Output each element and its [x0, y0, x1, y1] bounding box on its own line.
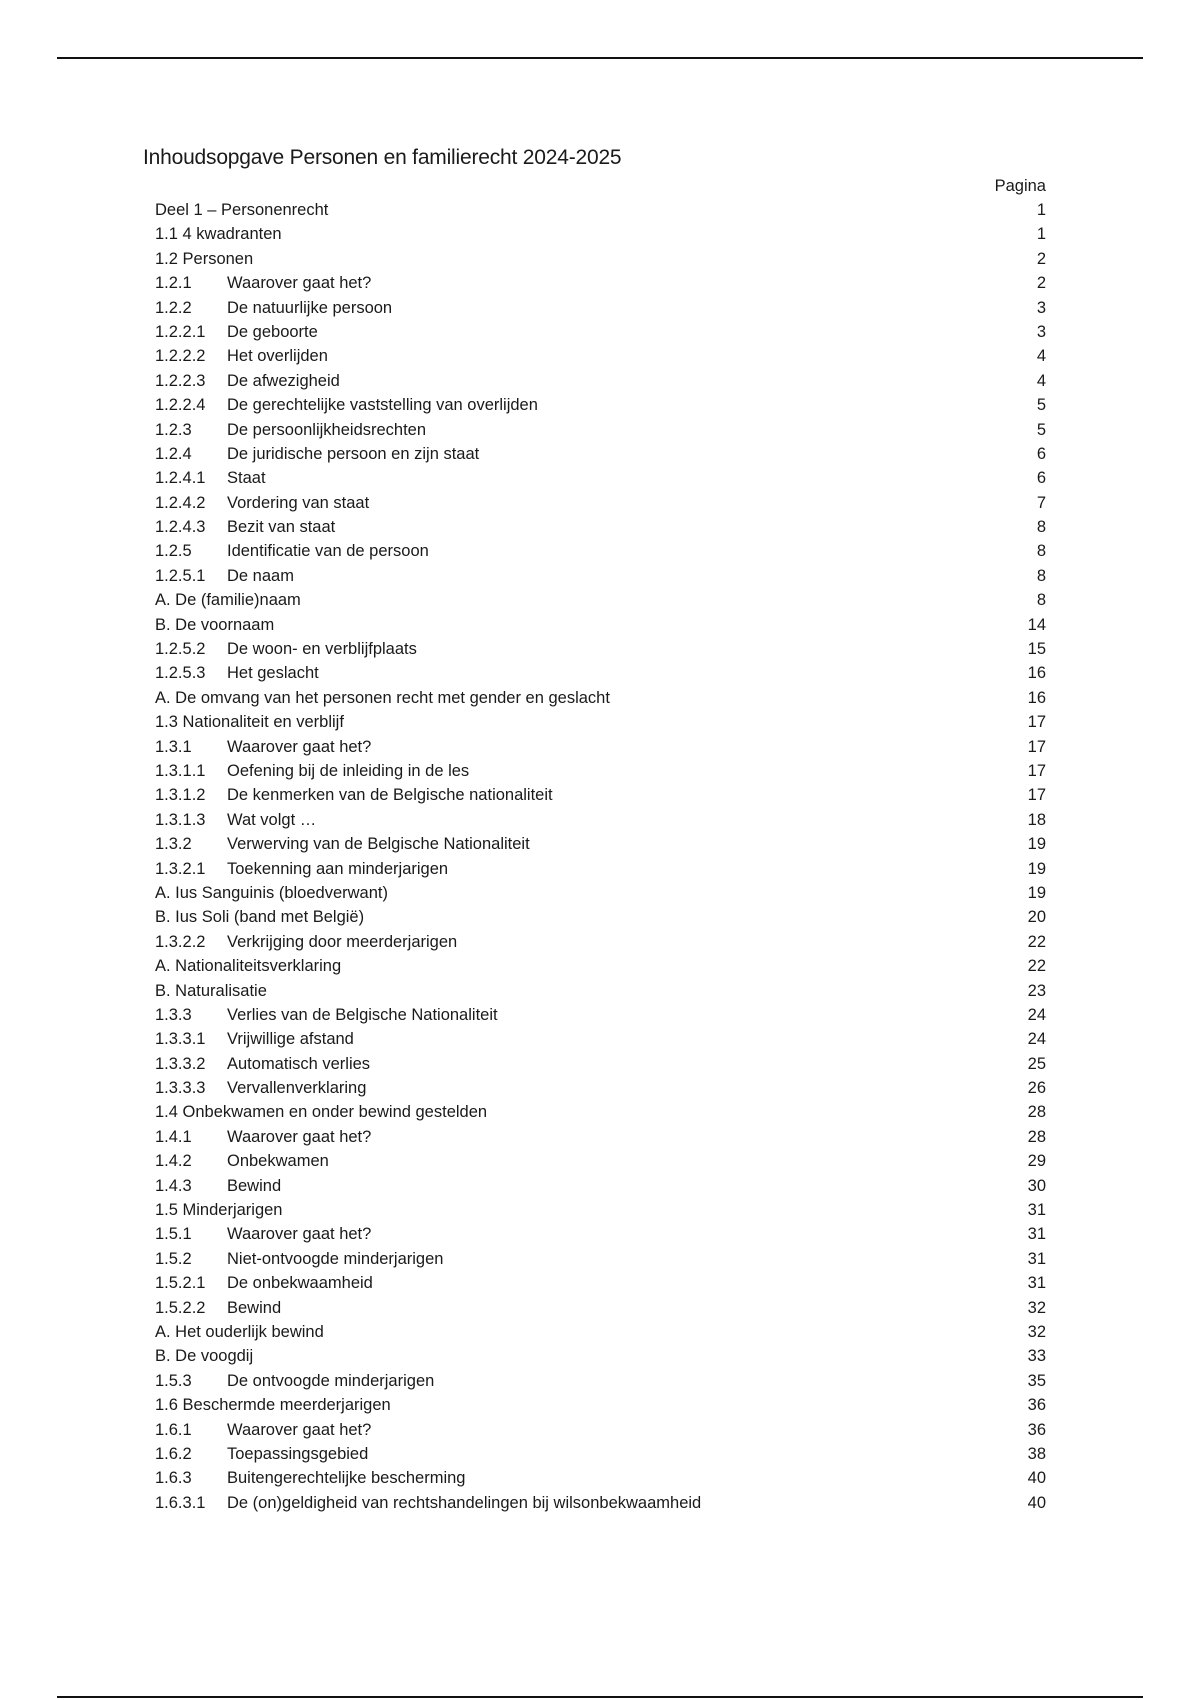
toc-entry-title: B. De voogdij — [155, 1347, 254, 1366]
toc-entry-page: 8 — [1036, 566, 1046, 585]
toc-entry[interactable] — [155, 1247, 1046, 1271]
toc-entry[interactable] — [155, 1442, 1046, 1466]
toc-entry-page: 2 — [1036, 249, 1046, 268]
toc-entry-title: De natuurlijke persoon — [227, 298, 393, 317]
toc-entry[interactable] — [155, 491, 1046, 515]
toc-entry[interactable] — [155, 930, 1046, 954]
toc-entry-title: 1.6 Beschermde meerderjarigen — [155, 1396, 391, 1415]
toc-entry[interactable] — [155, 1466, 1046, 1490]
toc-entry-title: B. De voornaam — [155, 615, 275, 634]
toc-entry-number: 1.2.2.3 — [155, 371, 206, 390]
toc-entry-title: Verlies van de Belgische Nationaliteit — [227, 1005, 498, 1024]
toc-entry[interactable] — [155, 1491, 1046, 1515]
toc-entry-page: 31 — [1027, 1225, 1046, 1244]
toc-entry[interactable] — [155, 466, 1046, 490]
toc-entry-number: 1.3.2.2 — [155, 932, 206, 951]
toc-entry-number: 1.2.4.1 — [155, 469, 206, 488]
toc-entry-number: 1.4.2 — [155, 1152, 192, 1171]
toc-entry[interactable] — [155, 515, 1046, 539]
toc-entry-page: 5 — [1036, 420, 1046, 439]
toc-entry-title: A. De omvang van het personen recht met gender en geslacht — [155, 688, 610, 707]
toc-entry-title: Bewind — [227, 1298, 282, 1317]
toc-entry-page: 31 — [1027, 1249, 1046, 1268]
toc-entry-page: 17 — [1027, 786, 1046, 805]
toc-entry-title: Buitengerechtelijke bescherming — [227, 1469, 466, 1488]
toc-entry-title: Vervallenverklaring — [227, 1079, 367, 1098]
toc-entry-number: 1.3.1.2 — [155, 786, 206, 805]
toc-entry[interactable] — [155, 1125, 1046, 1149]
toc-entry-title: 1.4 Onbekwamen en onder bewind gestelden — [155, 1103, 488, 1122]
toc-entry-title: 1.5 Minderjarigen — [155, 1201, 283, 1220]
toc-entry-title: Automatisch verlies — [227, 1054, 371, 1073]
toc-entry[interactable] — [155, 1296, 1046, 1320]
toc-entry-number: 1.2.4.2 — [155, 493, 206, 512]
toc-entry-title: Het geslacht — [227, 664, 319, 683]
toc-entry-page: 28 — [1027, 1103, 1046, 1122]
toc-entry-title: Wat volgt … — [227, 810, 317, 829]
toc-entry-page: 26 — [1027, 1079, 1046, 1098]
toc-entry-title: Waarover gaat het? — [227, 1420, 372, 1439]
toc-entry-page: 20 — [1027, 908, 1046, 927]
toc-entry[interactable] — [155, 1271, 1046, 1295]
toc-entry[interactable] — [155, 418, 1046, 442]
toc-entry-page: 36 — [1027, 1396, 1046, 1415]
toc-entry-page: 32 — [1027, 1298, 1046, 1317]
table-of-contents — [155, 198, 1046, 1515]
toc-entry-title: A. De (familie)naam — [155, 591, 301, 610]
toc-entry-title: Vordering van staat — [227, 493, 370, 512]
toc-entry[interactable] — [155, 222, 1046, 246]
toc-entry-number: 1.5.2 — [155, 1249, 192, 1268]
toc-entry-page: 3 — [1036, 322, 1046, 341]
toc-entry-title: De geboorte — [227, 322, 318, 341]
toc-entry-title: Vrijwillige afstand — [227, 1030, 354, 1049]
toc-entry[interactable] — [155, 1052, 1046, 1076]
toc-entry-number: 1.3.1.3 — [155, 810, 206, 829]
toc-entry-title: Waarover gaat het? — [227, 737, 372, 756]
toc-entry-number: 1.3.3 — [155, 1005, 192, 1024]
toc-entry-number: 1.5.2.2 — [155, 1298, 206, 1317]
toc-entry-title: Deel 1 – Personenrecht — [155, 201, 329, 219]
toc-entry-page: 16 — [1027, 688, 1046, 707]
toc-entry[interactable] — [155, 905, 1046, 929]
toc-entry-title: De afwezigheid — [227, 371, 340, 390]
toc-entry-number: 1.3.3.1 — [155, 1030, 206, 1049]
toc-entry-page: 28 — [1027, 1127, 1046, 1146]
toc-entry-page: 36 — [1027, 1420, 1046, 1439]
toc-entry-page: 32 — [1027, 1322, 1046, 1341]
toc-entry-page: 30 — [1027, 1176, 1046, 1195]
toc-entry-number: 1.2.4.3 — [155, 518, 206, 537]
toc-entry-number: 1.2.5.2 — [155, 640, 206, 659]
toc-entry-page: 4 — [1036, 371, 1046, 390]
toc-entry-page: 29 — [1027, 1152, 1046, 1171]
toc-entry[interactable] — [155, 759, 1046, 783]
toc-entry[interactable] — [155, 320, 1046, 344]
toc-entry-number: 1.3.3.3 — [155, 1079, 206, 1098]
toc-entry[interactable] — [155, 296, 1046, 320]
toc-entry-page: 23 — [1027, 981, 1046, 1000]
header-rule — [57, 57, 1143, 59]
toc-entry[interactable] — [155, 686, 1046, 710]
toc-entry[interactable] — [155, 198, 1046, 222]
toc-entry-page: 2 — [1036, 274, 1046, 293]
toc-entry-title: 1.3 Nationaliteit en verblijf — [155, 713, 344, 732]
toc-entry-title: De juridische persoon en zijn staat — [227, 444, 480, 463]
toc-entry-title: Waarover gaat het? — [227, 1127, 372, 1146]
toc-entry-page: 31 — [1027, 1274, 1046, 1293]
toc-entry-number: 1.2.5.3 — [155, 664, 206, 683]
page-column-header: Pagina — [994, 177, 1046, 195]
toc-entry[interactable] — [155, 1076, 1046, 1100]
toc-entry-title: Waarover gaat het? — [227, 1225, 372, 1244]
toc-entry[interactable] — [155, 1344, 1046, 1368]
toc-entry[interactable] — [155, 783, 1046, 807]
toc-entry-title: De naam — [227, 566, 294, 585]
toc-entry-title: De onbekwaamheid — [227, 1274, 373, 1293]
toc-entry-number: 1.2.2.2 — [155, 347, 206, 366]
toc-entry-page: 7 — [1036, 493, 1046, 512]
toc-entry[interactable] — [155, 1174, 1046, 1198]
toc-entry-title: Waarover gaat het? — [227, 274, 372, 293]
toc-entry-title: B. Ius Soli (band met België) — [155, 908, 365, 927]
footer-rule — [57, 1696, 1143, 1698]
toc-entry-page: 22 — [1027, 932, 1046, 951]
toc-entry-page: 14 — [1027, 615, 1046, 634]
toc-entry[interactable] — [155, 954, 1046, 978]
toc-entry[interactable] — [155, 881, 1046, 905]
toc-entry-page: 24 — [1027, 1030, 1046, 1049]
toc-entry[interactable] — [155, 247, 1046, 271]
toc-entry-title: Verwerving van de Belgische Nationaliteit — [227, 835, 530, 854]
toc-entry-number: 1.3.2.1 — [155, 859, 206, 878]
toc-entry-title: De persoonlijkheidsrechten — [227, 420, 427, 439]
toc-entry[interactable] — [155, 661, 1046, 685]
toc-entry-page: 5 — [1036, 396, 1046, 415]
toc-entry-title: De kenmerken van de Belgische nationaliteit — [227, 786, 553, 805]
toc-entry-page: 24 — [1027, 1005, 1046, 1024]
toc-entry-title: Verkrijging door meerderjarigen — [227, 932, 458, 951]
toc-entry-page: 15 — [1027, 640, 1046, 659]
toc-entry-page: 8 — [1036, 591, 1046, 610]
toc-entry-page: 6 — [1036, 469, 1046, 488]
toc-entry-number: 1.3.3.2 — [155, 1054, 206, 1073]
toc-entry-page: 22 — [1027, 957, 1046, 976]
toc-entry[interactable] — [155, 539, 1046, 563]
toc-entry[interactable] — [155, 979, 1046, 1003]
toc-entry[interactable] — [155, 564, 1046, 588]
toc-entry-title: Identificatie van de persoon — [227, 542, 429, 561]
toc-entry-title: Staat — [227, 469, 266, 488]
toc-entry[interactable] — [155, 1393, 1046, 1417]
toc-entry[interactable] — [155, 808, 1046, 832]
toc-entry[interactable] — [155, 1100, 1046, 1124]
toc-entry-page: 33 — [1027, 1347, 1046, 1366]
toc-entry-title: 1.1 4 kwadranten — [155, 225, 282, 244]
toc-entry-number: 1.6.1 — [155, 1420, 192, 1439]
toc-entry-page: 19 — [1027, 859, 1046, 878]
toc-entry[interactable] — [155, 832, 1046, 856]
toc-entry-page: 18 — [1027, 810, 1046, 829]
toc-entry-page: 19 — [1027, 835, 1046, 854]
toc-entry[interactable] — [155, 857, 1046, 881]
toc-entry-page: 4 — [1036, 347, 1046, 366]
toc-entry[interactable] — [155, 613, 1046, 637]
toc-entry[interactable] — [155, 271, 1046, 295]
toc-entry[interactable] — [155, 369, 1046, 393]
toc-entry[interactable] — [155, 393, 1046, 417]
toc-entry-page: 17 — [1027, 737, 1046, 756]
toc-entry-number: 1.4.3 — [155, 1176, 192, 1195]
toc-entry-title: A. Ius Sanguinis (bloedverwant) — [155, 883, 388, 902]
toc-entry[interactable] — [155, 735, 1046, 759]
toc-entry-number: 1.2.3 — [155, 420, 192, 439]
toc-entry-page: 31 — [1027, 1201, 1046, 1220]
toc-entry[interactable] — [155, 1003, 1046, 1027]
toc-entry-title: 1.2 Personen — [155, 249, 254, 268]
toc-entry-page: 25 — [1027, 1054, 1046, 1073]
toc-entry-page: 3 — [1036, 298, 1046, 317]
toc-entry-number: 1.6.3.1 — [155, 1493, 206, 1512]
toc-entry-title: De woon- en verblijfplaats — [227, 640, 417, 659]
toc-entry-title: Niet-ontvoogde minderjarigen — [227, 1249, 444, 1268]
toc-entry-page: 17 — [1027, 713, 1046, 732]
toc-entry-number: 1.2.2.1 — [155, 322, 206, 341]
toc-entry[interactable] — [155, 1198, 1046, 1222]
toc-entry-title: A. Nationaliteitsverklaring — [155, 957, 342, 976]
toc-entry-page: 1 — [1036, 225, 1046, 244]
toc-entry-page: 35 — [1027, 1371, 1046, 1390]
toc-entry-page: 19 — [1027, 883, 1046, 902]
toc-entry[interactable] — [155, 588, 1046, 612]
toc-entry-number: 1.6.3 — [155, 1469, 192, 1488]
toc-entry[interactable] — [155, 1149, 1046, 1173]
toc-entry[interactable] — [155, 1418, 1046, 1442]
toc-entry-title: Toepassingsgebied — [227, 1444, 369, 1463]
toc-entry-title: De gerechtelijke vaststelling van overlijden — [227, 396, 538, 415]
toc-entry[interactable] — [155, 1027, 1046, 1051]
toc-entry-title: A. Het ouderlijk bewind — [155, 1322, 324, 1341]
toc-entry-page: 40 — [1027, 1493, 1046, 1512]
toc-entry[interactable] — [155, 1222, 1046, 1246]
toc-entry-title: B. Naturalisatie — [155, 981, 267, 1000]
toc-entry-number: 1.3.2 — [155, 835, 192, 854]
toc-entry-number: 1.2.5 — [155, 542, 192, 561]
toc-entry-number: 1.5.3 — [155, 1371, 192, 1390]
toc-entry-title: Toekenning aan minderjarigen — [227, 859, 449, 878]
toc-entry-page: 38 — [1027, 1444, 1046, 1463]
toc-entry-number: 1.5.1 — [155, 1225, 192, 1244]
page-title: Inhoudsopgave Personen en familierecht 2024-2025 — [143, 146, 622, 169]
toc-entry-title: De ontvoogde minderjarigen — [227, 1371, 435, 1390]
toc-entry-title: Bewind — [227, 1176, 282, 1195]
toc-entry-page: 8 — [1036, 542, 1046, 561]
toc-entry-title: Het overlijden — [227, 347, 328, 366]
toc-entry-title: Oefening bij de inleiding in de les — [227, 761, 470, 780]
toc-entry[interactable] — [155, 442, 1046, 466]
toc-entry[interactable] — [155, 637, 1046, 661]
toc-entry-title: Bezit van staat — [227, 518, 336, 537]
toc-entry-number: 1.2.2.4 — [155, 396, 206, 415]
toc-entry[interactable] — [155, 344, 1046, 368]
toc-entry[interactable] — [155, 710, 1046, 734]
toc-entry-page: 16 — [1027, 664, 1046, 683]
toc-entry-page: 6 — [1036, 444, 1046, 463]
toc-entry-page: 40 — [1027, 1469, 1046, 1488]
toc-entry-number: 1.3.1.1 — [155, 761, 206, 780]
toc-entry[interactable] — [155, 1320, 1046, 1344]
toc-entry-number: 1.3.1 — [155, 737, 192, 756]
toc-entry-number: 1.2.2 — [155, 298, 192, 317]
toc-entry-number: 1.5.2.1 — [155, 1274, 206, 1293]
toc-entry-title: Onbekwamen — [227, 1152, 329, 1171]
toc-entry-number: 1.2.4 — [155, 444, 192, 463]
toc-entry-number: 1.2.5.1 — [155, 566, 206, 585]
toc-entry-number: 1.2.1 — [155, 274, 192, 293]
toc-entry-page: 8 — [1036, 518, 1046, 537]
toc-entry-title: De (on)geldigheid van rechtshandelingen bij wilsonbekwaamheid — [227, 1493, 702, 1512]
toc-entry-number: 1.6.2 — [155, 1444, 192, 1463]
toc-entry-page: 17 — [1027, 761, 1046, 780]
toc-entry-number: 1.4.1 — [155, 1127, 192, 1146]
toc-entry[interactable] — [155, 1369, 1046, 1393]
toc-entry-page: 1 — [1036, 201, 1046, 219]
